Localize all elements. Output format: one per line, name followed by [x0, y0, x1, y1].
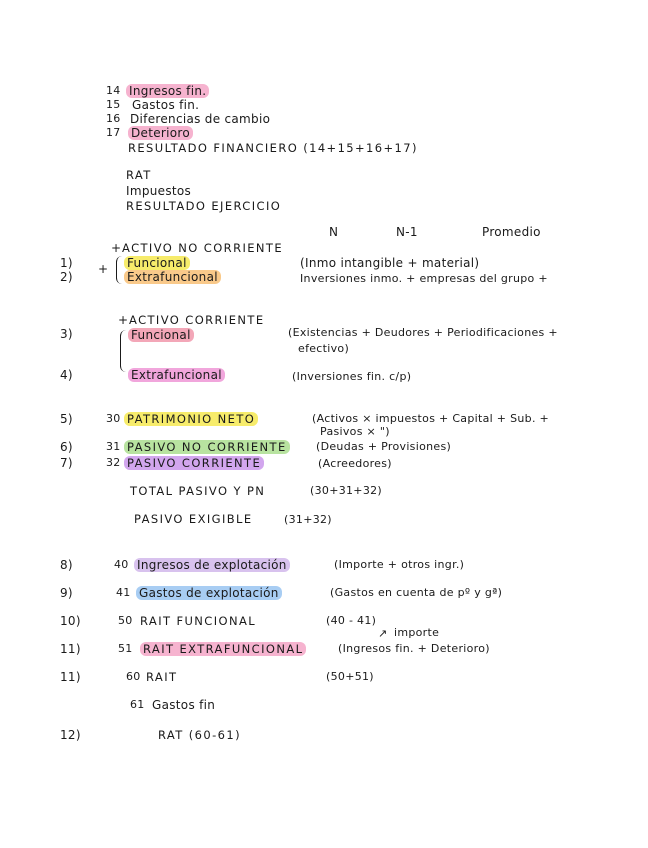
resultado-ejercicio: RESULTADO EJERCICIO: [126, 199, 282, 213]
account-number: 41: [116, 586, 131, 599]
pasivo-corriente-label: PASIVO CORRIENTE: [124, 456, 264, 470]
column-n: N: [329, 225, 339, 239]
item-index: 12): [60, 728, 81, 742]
note-pasivo-exigible: (31+32): [284, 513, 332, 526]
item-index: 11): [60, 642, 81, 656]
item-index: 5): [60, 412, 73, 426]
resultado-financiero: RESULTADO FINANCIERO (14+15+16+17): [128, 141, 418, 155]
rat-label: RAT: [126, 168, 152, 182]
note-deudas: (Deudas + Provisiones): [316, 440, 452, 453]
item-index: 4): [60, 368, 73, 382]
rait-label: RAIT: [146, 670, 178, 684]
note-patrimonio: (Activos × impuestos + Capital + Sub. +: [312, 412, 550, 425]
account-number: 51: [118, 642, 133, 655]
account-number: 60: [126, 670, 141, 683]
pasivo-exigible: PASIVO EXIGIBLE: [134, 512, 253, 526]
note-importe-annot: importe: [394, 626, 440, 639]
diferencias-cambio-label: Diferencias de cambio: [130, 112, 271, 126]
rat-final-label: RAT (60-61): [158, 728, 241, 742]
account-number: 32: [106, 456, 121, 469]
note-existencias: (Existencias + Deudores + Periodificaciones +: [288, 326, 558, 339]
account-number: 31: [106, 440, 121, 453]
note-acreedores: (Acreedores): [318, 457, 392, 470]
curly-brace: [120, 330, 127, 372]
plus-sign: +: [118, 313, 129, 327]
account-number: 61: [130, 698, 145, 711]
impuestos-label: Impuestos: [126, 184, 192, 198]
extrafuncional-label: Extrafuncional: [124, 270, 221, 284]
gastos-fin-label: Gastos fin.: [132, 98, 200, 112]
note-total-pasivo: (30+31+32): [310, 484, 383, 497]
item-index: 2): [60, 270, 73, 284]
line-number: 17: [106, 126, 121, 139]
column-promedio: Promedio: [482, 225, 541, 239]
activo-no-corriente-title: ACTIVO NO CORRIENTE: [122, 241, 284, 255]
arrow-icon: ↗: [378, 627, 388, 640]
note-inversiones-inmo: Inversiones inmo. + empresas del grupo +: [300, 272, 548, 285]
item-index: 1): [60, 256, 73, 270]
activo-corriente-title: ACTIVO CORRIENTE: [129, 313, 265, 327]
total-pasivo-pn: TOTAL PASIVO Y PN: [130, 484, 266, 498]
note-inmo-intangible: (Inmo intangible + material): [300, 256, 480, 270]
plus-sign: +: [111, 241, 122, 255]
account-number: 30: [106, 412, 121, 425]
note-gastos-cuenta: (Gastos en cuenta de pº y gª): [330, 586, 503, 599]
item-index: 9): [60, 586, 73, 600]
item-index: 10): [60, 614, 81, 628]
item-index: 3): [60, 327, 73, 341]
curly-brace: [116, 256, 123, 284]
column-n1: N-1: [396, 225, 418, 239]
ingresos-fin-label: Ingresos fin.: [126, 84, 209, 98]
item-index: 8): [60, 558, 73, 572]
line-number: 16: [106, 112, 121, 125]
gastos-explotacion-label: Gastos de explotación: [136, 586, 282, 600]
note-40-41: (40 - 41): [326, 614, 377, 627]
item-index: 7): [60, 456, 73, 470]
note-50-51: (50+51): [326, 670, 374, 683]
line-number: 14: [106, 84, 121, 97]
note-efectivo: efectivo): [298, 342, 350, 355]
note-inversiones-fin: (Inversiones fin. c/p): [292, 370, 412, 383]
account-number: 40: [114, 558, 129, 571]
note-ingresos-fin: (Ingresos fin. + Deterioro): [338, 642, 490, 655]
extrafuncional-label: Extrafuncional: [128, 368, 225, 382]
gastos-fin-label: Gastos fin: [152, 698, 216, 712]
plus-sign: +: [98, 262, 109, 276]
note-patrimonio-2: Pasivos × "): [320, 425, 390, 438]
line-number: 15: [106, 98, 121, 111]
patrimonio-neto-label: PATRIMONIO NETO: [124, 412, 258, 426]
funcional-label: Funcional: [124, 256, 190, 270]
item-index: 11): [60, 670, 81, 684]
pasivo-no-corriente-label: PASIVO NO CORRIENTE: [124, 440, 290, 454]
account-number: 50: [118, 614, 133, 627]
rait-funcional-label: RAIT FUNCIONAL: [140, 614, 257, 628]
funcional-label: Funcional: [128, 328, 194, 342]
rait-extrafuncional-label: RAIT EXTRAFUNCIONAL: [140, 642, 306, 656]
deterioro-label: Deterioro: [128, 126, 193, 140]
ingresos-explotacion-label: Ingresos de explotación: [134, 558, 290, 572]
note-importe: (Importe + otros ingr.): [334, 558, 465, 571]
item-index: 6): [60, 440, 73, 454]
